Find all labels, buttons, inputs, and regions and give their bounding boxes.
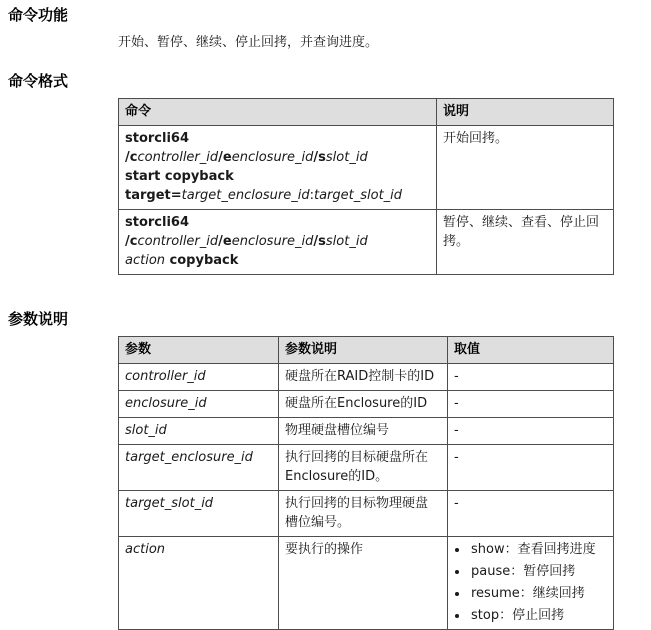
action-value-item-show: • show：查看回拷进度 <box>469 540 605 559</box>
command-table-row-action-copyback <box>119 210 614 275</box>
parameter-name-cell <box>119 364 279 391</box>
description-column-header: 说明 <box>437 99 614 126</box>
parameter-description-cell: 要执行的操作 <box>279 537 448 630</box>
parameter-description-cell: 硬盘所在RAID控制卡的ID <box>279 364 448 391</box>
parameter-row-target-slot-id <box>119 491 614 537</box>
parameter-name-cell <box>119 537 279 630</box>
action-value-item-stop: • stop：停止回拷 <box>469 606 605 625</box>
action-value-bullet-list <box>454 540 605 625</box>
section-title-parameter-description: 参数说明 <box>8 310 69 328</box>
parameter-name: action <box>125 542 166 557</box>
parameter-description-cell: 执行回拷的目标物理硬盘槽位编号。 <box>279 491 448 537</box>
parameter-description-cell: 物理硬盘槽位编号 <box>279 418 448 445</box>
command-cell: storcli64 /ccontroller_id/eenclosure_id/sslot_id action copyback <box>119 210 437 275</box>
parameter-description-cell: 硬盘所在Enclosure的ID <box>279 391 448 418</box>
section-title-command-format: 命令格式 <box>8 72 69 90</box>
parameter-name-cell <box>119 445 279 491</box>
parameter-value-cell: - <box>448 491 614 537</box>
document-page <box>0 6 651 623</box>
parameter-table <box>118 336 614 630</box>
parameter-row-enclosure-id <box>119 391 614 418</box>
parameter-column-header: 参数 <box>119 337 279 364</box>
parameter-description-column-header: 参数说明 <box>279 337 448 364</box>
parameter-value-cell: - <box>448 364 614 391</box>
parameter-row-action <box>119 537 614 630</box>
parameter-name: controller_id <box>125 369 206 384</box>
action-value-item-resume: • resume：继续回拷 <box>469 584 605 603</box>
parameter-value-cell <box>448 537 614 630</box>
command-format-table <box>118 98 614 275</box>
parameter-name: slot_id <box>125 423 167 438</box>
parameter-name: target_slot_id <box>125 496 214 511</box>
parameter-name-cell <box>119 491 279 537</box>
parameter-value-cell: - <box>448 391 614 418</box>
command-function-description: 开始、暂停、继续、停止回拷，并查询进度。 <box>118 35 379 50</box>
description-cell: 暂停、继续、查看、停止回拷。 <box>437 210 614 275</box>
command-column-header: 命令 <box>119 99 437 126</box>
command-table-row-start-copyback <box>119 126 614 210</box>
section-title-command-function: 命令功能 <box>8 6 69 24</box>
description-cell: 开始回拷。 <box>437 126 614 210</box>
value-column-header: 取值 <box>448 337 614 364</box>
command-table-header-row <box>119 99 614 126</box>
parameter-row-slot-id <box>119 418 614 445</box>
parameter-table-header-row <box>119 337 614 364</box>
parameter-name-cell <box>119 418 279 445</box>
action-value-item-pause: • pause：暂停回拷 <box>469 562 605 581</box>
parameter-name-cell <box>119 391 279 418</box>
parameter-description-cell: 执行回拷的目标硬盘所在Enclosure的ID。 <box>279 445 448 491</box>
parameter-name: target_enclosure_id <box>125 450 253 465</box>
parameter-value-cell: - <box>448 445 614 491</box>
command-cell: storcli64 /ccontroller_id/eenclosure_id/sslot_id start copyback target=target_enclosure_id:target_slot_id <box>119 126 437 210</box>
parameter-name: enclosure_id <box>125 396 207 411</box>
parameter-value-cell: - <box>448 418 614 445</box>
parameter-row-target-enclosure-id <box>119 445 614 491</box>
parameter-row-controller-id <box>119 364 614 391</box>
